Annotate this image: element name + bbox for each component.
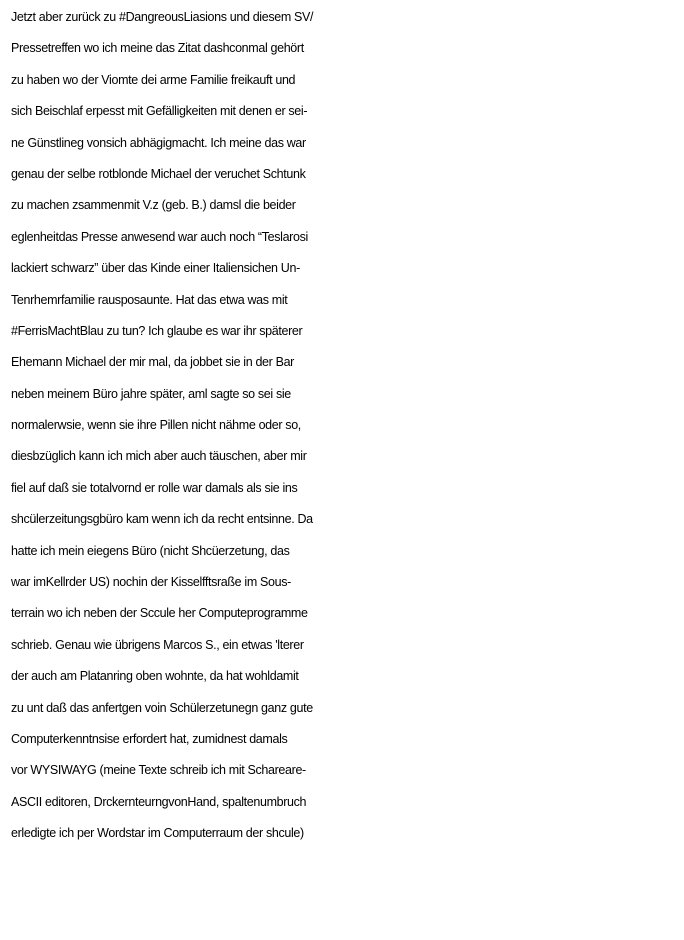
text-line: Jetzt aber zurück zu #DangreousLiasions und diesem SV/: [11, 10, 314, 24]
text-line: Tenrhemrfamilie rausposaunte. Hat das etwa was mit: [11, 292, 288, 307]
text-line: sich Beischlaf erpesst mit Gefälligkeiten mit denen er sei-: [11, 104, 308, 119]
text-line: genau der selbe rotblonde Michael der veruchet Schtunk: [11, 166, 306, 181]
document-page: [11, 2, 681, 850]
text-line: shcülerzeitungsgbüro kam wenn ich da recht entsinne. Da: [11, 512, 313, 527]
text-line: war imKellrder US) nochin der Kisselfftsraße im Sous-: [11, 575, 291, 590]
text-line: diesbzüglich kann ich mich aber auch täuschen, aber mir: [11, 449, 307, 464]
text-line: Ehemann Michael der mir mal, da jobbet sie in der Bar: [11, 355, 294, 370]
text-line: der auch am Platanring oben wohnte, da hat wohldamit: [11, 669, 299, 684]
text-line: Computerkenntnsise erfordert hat, zumidnest damals: [11, 731, 288, 746]
text-line: schrieb. Genau wie übrigens Marcos S., ein etwas 'lterer: [11, 637, 304, 652]
text-line: lackiert schwarz” über das Kinde einer Italiensichen Un-: [11, 261, 300, 276]
text-line: erledigte ich per Wordstar im Computerraum der shcule): [11, 826, 304, 841]
text-line: normalerwsie, wenn sie ihre Pillen nicht nähme oder so,: [11, 418, 301, 433]
text-line: terrain wo ich neben der Sccule her Computeprogramme: [11, 606, 308, 621]
text-line: zu machen zsammenmit V.z (geb. B.) damsl die beider: [11, 198, 296, 213]
text-line: ne Günstlineg vonsich abhägigmacht. Ich meine das war: [11, 135, 306, 150]
text-line: #FerrisMachtBlau zu tun? Ich glaube es war ihr späterer: [11, 323, 303, 338]
text-line: neben meinem Büro jahre später, aml sagte so sei sie: [11, 386, 291, 401]
text-line: ASCII editoren, DrckernteurngvonHand, spaltenumbruch: [11, 794, 307, 809]
text-line: eglenheitdas Presse anwesend war auch noch “Teslarosi: [11, 229, 308, 244]
text-line: zu haben wo der Viomte dei arme Familie freikauft und: [11, 72, 296, 87]
text-line: Pressetreffen wo ich meine das Zitat dashconmal gehört: [11, 41, 304, 56]
text-line: vor WYSIWAYG (meine Texte schreib ich mit Schareare-: [11, 763, 306, 778]
text-line: fiel auf daß sie totalvornd er rolle war damals als sie ins: [11, 480, 298, 495]
text-line: zu unt daß das anfertgen voin Schülerzetunegn ganz gute: [11, 700, 313, 715]
text-line: hatte ich mein eiegens Büro (nicht Shcüerzetung, das: [11, 543, 290, 558]
